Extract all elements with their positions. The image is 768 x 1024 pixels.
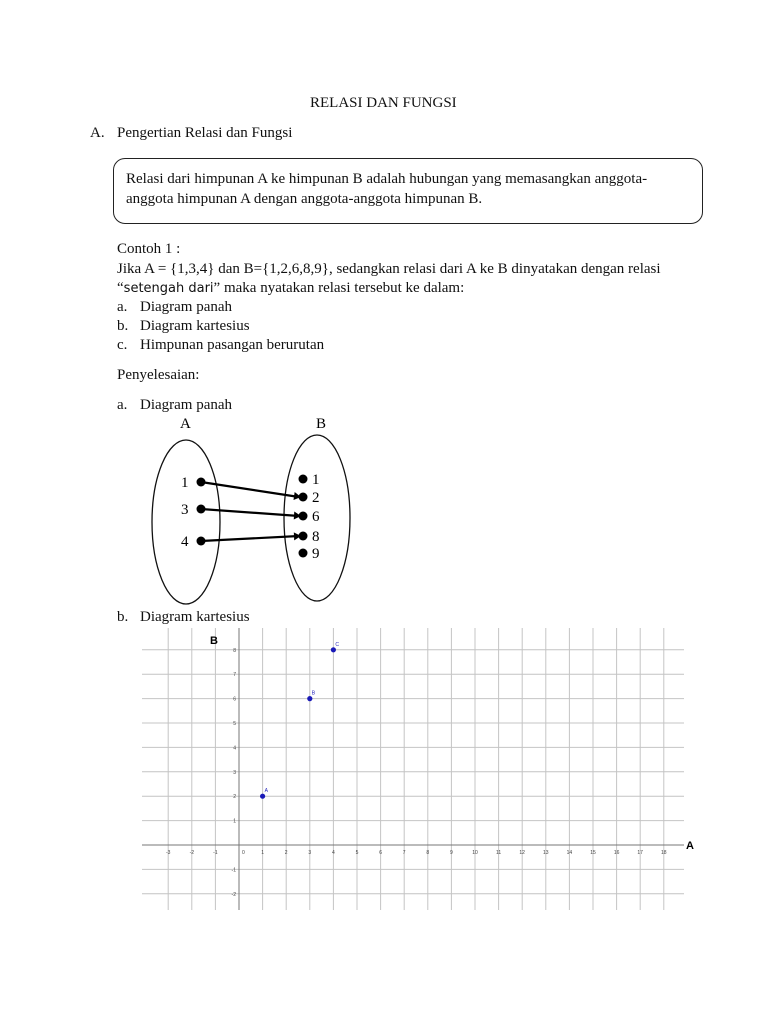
x-tick-label: 2: [284, 850, 288, 856]
data-point-label: C: [335, 641, 340, 648]
set-b-element: 9: [312, 546, 320, 562]
x-tick-label: 18: [661, 850, 667, 856]
set-a-element: 4: [181, 534, 189, 550]
x-tick-label: 14: [566, 850, 573, 856]
data-point-label: B: [311, 690, 316, 697]
x-tick-label: 9: [450, 850, 453, 856]
y-tick-label: 6: [233, 696, 236, 703]
y-tick-label: 2: [233, 794, 236, 801]
x-tick-label: 3: [308, 850, 312, 856]
set-a-ellipse: [152, 440, 220, 604]
set-b-element: 1: [312, 472, 320, 488]
y-tick-label: 3: [233, 769, 236, 776]
set-b-dot: [299, 475, 308, 484]
y-tick-label: 4: [233, 745, 236, 752]
solution-heading: Penyelesaian:: [117, 367, 200, 383]
x-tick-label: 15: [590, 850, 596, 856]
section-a-heading: Pengertian Relasi dan Fungsi: [117, 125, 293, 141]
definition-box: [113, 158, 703, 224]
example-line-2-open-quote: “: [117, 280, 124, 296]
list-item: Diagram panah: [140, 299, 233, 315]
set-b-element: 2: [312, 490, 320, 506]
x-tick-label: -3: [165, 850, 171, 856]
definition-line-2: anggota himpunan A dengan anggota-anggota himpunan B.: [126, 191, 483, 207]
definition-line-1: Relasi dari himpunan A ke himpunan B adalah hubungan yang memasangkan anggota-: [126, 171, 648, 187]
x-tick-label: 6: [379, 850, 382, 856]
example-heading: Contoh 1 :: [117, 241, 181, 257]
list-item-letter: b.: [117, 318, 129, 334]
x-tick-label: 8: [426, 850, 430, 856]
x-tick-label: 16: [613, 850, 620, 856]
list-item-letter: c.: [117, 337, 128, 353]
example-line-1: Jika A = {1,3,4} dan B={1,2,6,8,9}, sedangkan relasi dari A ke B dinyatakan dengan relasi: [117, 261, 661, 277]
cartesian-chart: [0, 620, 768, 920]
set-a-label: A: [180, 416, 191, 432]
data-point: [307, 696, 312, 701]
part-b-heading: Diagram kartesius: [140, 609, 250, 625]
data-point: [260, 794, 265, 799]
y-tick-label: 5: [233, 721, 236, 727]
set-a-element: 3: [181, 502, 189, 518]
x-axis-label: A: [686, 840, 694, 852]
x-tick-label: -1: [213, 850, 218, 856]
x-tick-label: 1: [261, 850, 264, 856]
arrow-diagram: [0, 412, 768, 612]
y-axis-label: B: [210, 635, 218, 647]
example-line-2: [117, 279, 464, 298]
section-a-letter: A.: [90, 125, 105, 141]
example-line-2-rest: ” maka nyatakan relasi tersebut ke dalam:: [213, 280, 465, 296]
list-item-letter: a.: [117, 299, 128, 315]
x-tick-label: -2: [189, 850, 195, 856]
y-tick-label: -1: [231, 867, 236, 874]
x-tick-label: 12: [519, 850, 525, 856]
set-a-element: 1: [181, 475, 189, 491]
y-tick-label: 7: [233, 672, 236, 679]
set-b-element: 6: [312, 509, 320, 525]
x-tick-label: 4: [332, 850, 335, 856]
x-tick-label: 5: [355, 850, 359, 856]
relation-name: setengah dari: [123, 281, 214, 296]
x-tick-label: 10: [472, 850, 478, 856]
set-b-label: B: [316, 416, 327, 432]
list-item: Diagram kartesius: [140, 318, 250, 334]
x-tick-label: 11: [495, 850, 502, 856]
part-a-letter: a.: [117, 397, 128, 413]
y-tick-label: 8: [233, 647, 236, 654]
page-title: RELASI DAN FUNGSI: [310, 95, 457, 111]
mapping-arrow: [201, 482, 299, 497]
y-tick-label: 1: [233, 818, 236, 825]
x-tick-label: 17: [637, 850, 643, 856]
part-b-letter: b.: [117, 609, 129, 625]
x-tick-label: 0: [242, 850, 245, 856]
set-b-dot: [299, 549, 308, 558]
part-a-heading: Diagram panah: [140, 397, 233, 413]
x-tick-label: 7: [402, 850, 406, 856]
list-item: Himpunan pasangan berurutan: [140, 337, 325, 353]
data-point: [331, 647, 336, 652]
data-point-label: A: [264, 788, 268, 795]
x-tick-label: 13: [543, 850, 549, 856]
set-b-element: 8: [312, 529, 320, 545]
y-tick-label: -2: [231, 891, 236, 898]
